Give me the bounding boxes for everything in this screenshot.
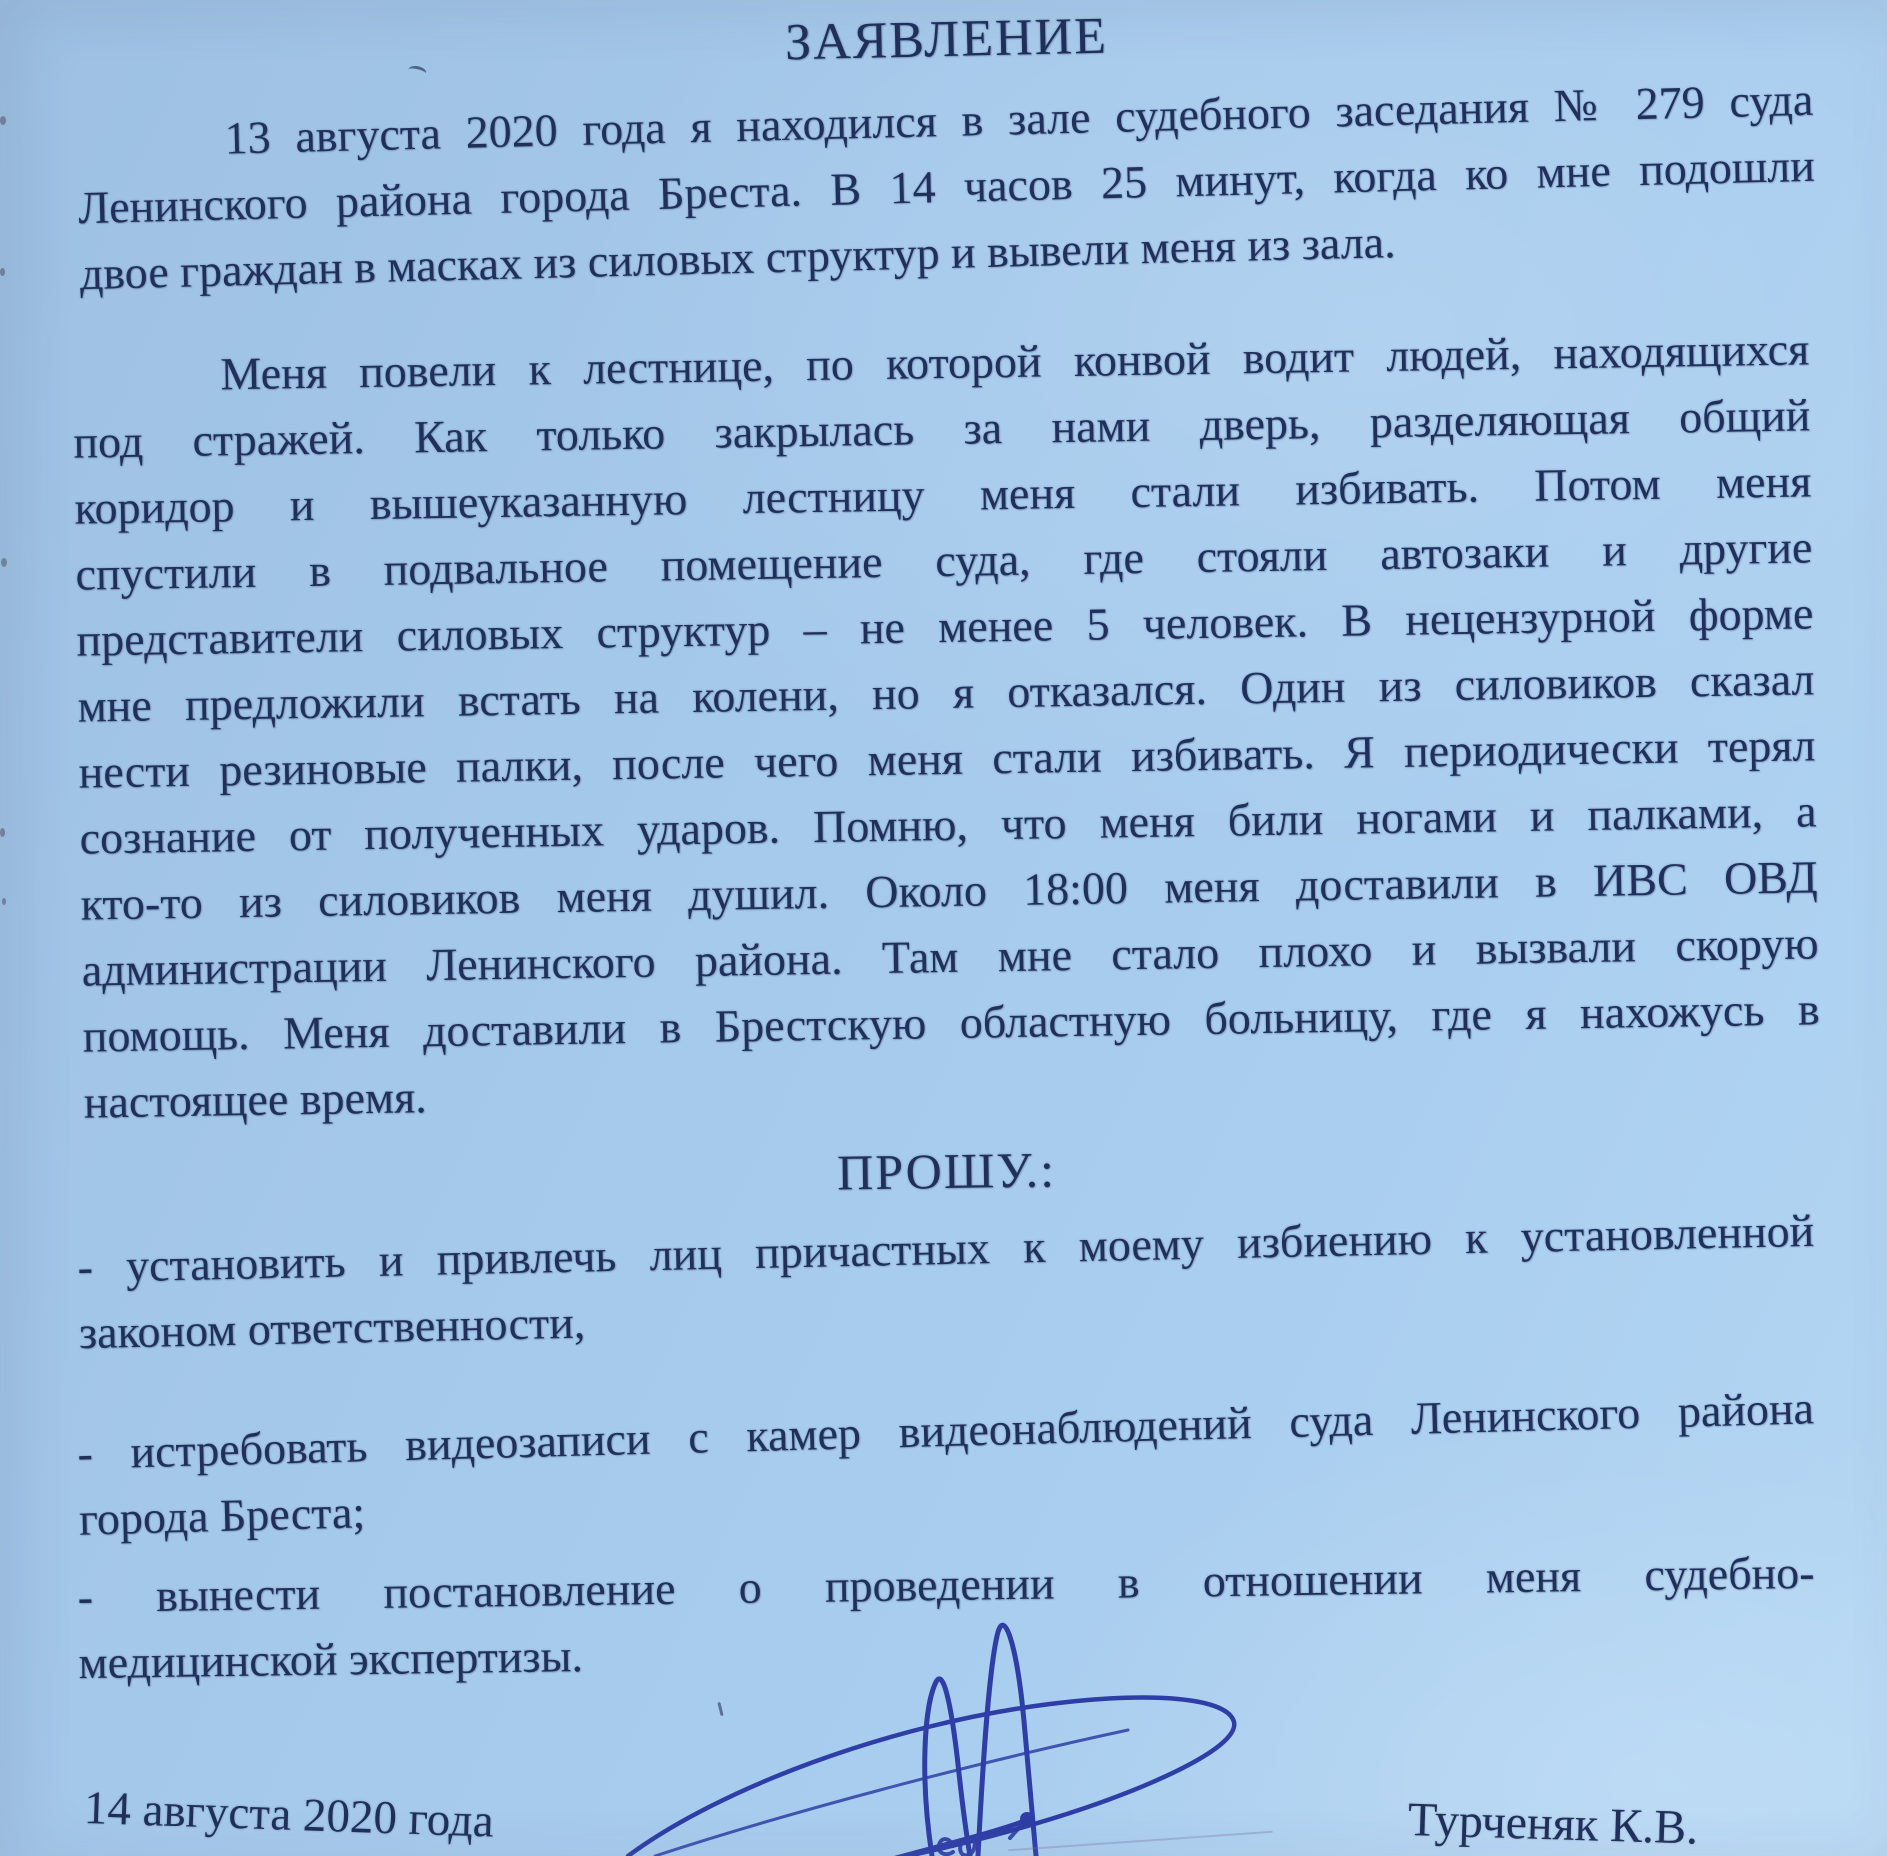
paper-edge-speck (1, 558, 7, 567)
document-date: 14 августа 2020 года (83, 1782, 495, 1848)
signature-scribble-icon (580, 1516, 1280, 1856)
text-line: медицинской экспертизы. (78, 1630, 584, 1689)
text-line: сознание от полученных ударов. Помню, что меня били ногами и палками, а (79, 785, 1817, 864)
text-line: города Бреста; (78, 1486, 366, 1545)
text-line: мне предложили встать на колени, но я отказался. Один из силовиков сказал (77, 653, 1815, 732)
paper-edge-speck (0, 828, 5, 837)
text-line: спустили в подвальное помещение суда, где стояли автозаки и другие (75, 521, 1813, 600)
text-line: под стражей. Как только закрылась за нами дверь, разделяющая общий (73, 389, 1811, 468)
text-line: настоящее время. (83, 1071, 428, 1128)
text-line: кто-то из силовиков меня душил. Около 18:00 меня доставили в ИВС ОВД (80, 851, 1818, 930)
paragraph-incident-intro (76, 67, 1817, 307)
document-title: ЗАЯВЛЕНИЕ (784, 7, 1109, 72)
request-heading: ПРОШУ.: (836, 1141, 1057, 1201)
text-line: Меня повели к лестнице, по которой конвой водит людей, находящихся (219, 323, 1810, 400)
paper-edge-speck (0, 268, 5, 276)
paper-edge-speck (0, 116, 6, 125)
text-line: законом ответственности, (78, 1296, 586, 1359)
text-line: нести резиновые палки, после чего меня стали избивать. Я периодически терял (78, 719, 1816, 798)
text-line: представители силовых структур – не менее 5 человек. В нецензурной форме (76, 587, 1814, 666)
text-line: администрации Ленинского района. Там мне стало плохо и вызвали скорую (81, 917, 1819, 996)
signer-name: Турченяк К.В. (1407, 1793, 1699, 1855)
ink-blob (1020, 1812, 1034, 1826)
text-line: 13 августа 2020 года я находился в зале судебного заседания № 279 суда (223, 73, 1814, 164)
paper-edge-speck (2, 898, 6, 905)
text-line: - установить и привлечь лиц причастных к моему избиению к установленной (76, 1204, 1815, 1293)
text-line: - вынести постановление о проведении в отношении меня судебно- (77, 1546, 1815, 1623)
text-line: Ленинского района города Бреста. В 14 часов 25 минут, когда ко мне подошли (77, 139, 1816, 234)
text-line: коридор и вышеуказанную лестницу меня стали избивать. Потом меня (74, 455, 1812, 534)
text-line: двое граждан в масках из силовых структур и вывели меня из зала. (79, 216, 1397, 300)
paragraph-incident-details (72, 316, 1821, 1135)
text-line: - истребовать видеозаписи с камер видеонаблюдений суда Ленинского района (76, 1382, 1815, 1479)
document-body (73, 0, 1820, 1689)
request-item-identify (77, 1198, 1816, 1366)
text-line: помощь. Меня доставили в Брестскую областную больницу, где я нахожусь в (82, 983, 1820, 1062)
